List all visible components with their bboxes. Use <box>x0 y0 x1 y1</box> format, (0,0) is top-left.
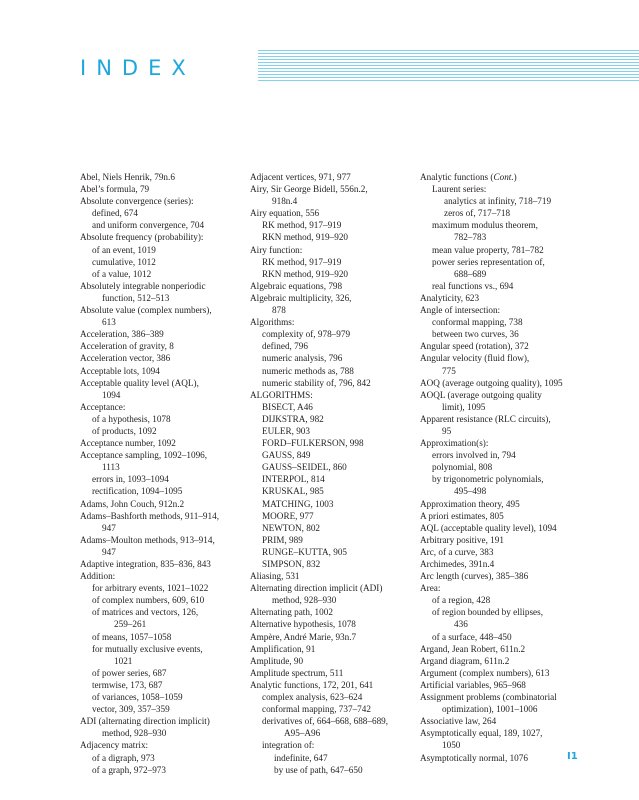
index-entry: Analytic functions (Cont.) <box>420 172 517 182</box>
index-entry: vector, 309, 357–359 <box>92 704 170 715</box>
index-entry: 495–498 <box>454 486 487 497</box>
index-entry: of products, 1092 <box>92 425 157 436</box>
index-entry: Airy equation, 556 <box>250 208 320 219</box>
index-entry: Arc length (curves), 385–386 <box>420 571 529 582</box>
index-entry: numeric analysis, 796 <box>262 353 343 364</box>
index-entry: 947 <box>102 522 116 533</box>
index-entry: Acceptance number, 1092 <box>80 438 176 449</box>
index-entry: Adaptive integration, 835–836, 843 <box>80 559 211 569</box>
index-entry: Apparent resistance (RLC circuits), <box>420 413 551 424</box>
index-entry: AQL (acceptable quality level), 1094 <box>420 522 557 533</box>
index-entry: Argand diagram, 611n.2 <box>420 655 510 666</box>
index-entry: of means, 1057–1058 <box>92 631 172 642</box>
index-entry: Approximation theory, 495 <box>420 498 520 509</box>
index-entry: derivatives of, 664–668, 688–689, <box>262 716 389 727</box>
index-entry: Approximation(s): <box>420 438 489 449</box>
index-entry: Abel’s formula, 79 <box>80 184 150 195</box>
index-entry: of an event, 1019 <box>92 244 156 255</box>
index-entry: RKN method, 919–920 <box>262 232 349 243</box>
index-entry: Addition: <box>80 571 116 582</box>
index-entry: RK method, 917–919 <box>262 256 342 267</box>
index-entry: numeric methods as, 788 <box>262 365 354 376</box>
index-entry: mean value property, 781–782 <box>432 244 544 255</box>
index-entry: of region bounded by ellipses, <box>432 607 543 618</box>
index-entry: termwise, 173, 687 <box>92 679 163 690</box>
index-entry: AOQ (average outgoing quality), 1095 <box>420 377 563 388</box>
index-entry: Amplification, 91 <box>250 643 316 654</box>
index-entry: numeric stability of, 796, 842 <box>262 377 371 388</box>
index-entry: Absolute value (complex numbers), <box>80 305 212 316</box>
index-entry: Acceleration, 386–389 <box>80 329 164 340</box>
index-entry: Acceptance sampling, 1092–1096, <box>80 450 208 461</box>
index-entry: KRUSKAL, 985 <box>262 486 324 497</box>
index-entry: ADI (alternating direction implicit) <box>80 716 210 727</box>
index-entry: cumulative, 1012 <box>92 256 156 267</box>
index-entry: integration of: <box>262 740 315 751</box>
index-entry: Absolute frequency (probability): <box>80 232 204 243</box>
index-entry: of a digraph, 973 <box>92 752 155 763</box>
index-entry: defined, 796 <box>262 341 308 352</box>
index-entry: 688–689 <box>454 268 487 279</box>
index-entry: Angular speed (rotation), 372 <box>420 341 529 352</box>
index-entry: GAUSS–SEIDEL, 860 <box>262 462 347 473</box>
index-entry: Angular velocity (fluid flow), <box>420 353 530 364</box>
index-entry: GAUSS, 849 <box>262 450 311 461</box>
index-entry: function, 512–513 <box>102 292 170 303</box>
index-entry: AOQL (average outgoing quality <box>420 389 542 400</box>
index-entry: Artificial variables, 965–968 <box>420 679 526 690</box>
index-entry: SIMPSON, 832 <box>262 559 321 569</box>
index-entry: method, 928–930 <box>102 728 167 739</box>
index-entry: of power series, 687 <box>92 667 167 678</box>
index-entry: of variances, 1058–1059 <box>92 692 183 703</box>
index-entry: maximum modulus theorem, <box>432 220 538 231</box>
index-entry: Acceleration of gravity, 8 <box>80 341 174 352</box>
index-entry: by use of path, 647–650 <box>274 764 363 775</box>
index-entry: NEWTON, 802 <box>262 522 321 533</box>
index-entry: Adams–Bashforth methods, 911–914, <box>80 510 219 521</box>
index-entry: 436 <box>454 619 468 630</box>
index-entry: and uniform convergence, 704 <box>92 220 205 231</box>
index-entry: RKN method, 919–920 <box>262 268 349 279</box>
index-entry: 918n.4 <box>272 196 298 207</box>
index-entry: Assignment problems (combinatorial <box>420 692 557 703</box>
header-rule-lines <box>258 50 639 83</box>
index-entry: of a hypothesis, 1078 <box>92 413 171 424</box>
index-entry: limit), 1095 <box>442 401 486 412</box>
index-entry: BISECT, A46 <box>262 401 313 412</box>
index-entry: Asymptotically normal, 1076 <box>420 752 528 763</box>
index-entry: Laurent series: <box>432 184 487 195</box>
index-entry: indefinite, 647 <box>274 752 328 763</box>
index-entry: A priori estimates, 805 <box>420 510 504 521</box>
index-entry: 1094 <box>102 389 121 400</box>
index-entry: zeros of, 717–718 <box>444 208 511 219</box>
index-entry: Adams–Moulton methods, 913–914, <box>80 534 215 545</box>
index-entry: of a value, 1012 <box>92 268 152 279</box>
index-entry: of a surface, 448–450 <box>432 631 512 642</box>
index-entry: Acceleration vector, 386 <box>80 353 171 364</box>
index-entry: of complex numbers, 609, 610 <box>92 595 205 606</box>
index-entry: DIJKSTRA, 982 <box>262 413 324 424</box>
index-entry: ALGORITHMS: <box>250 389 313 400</box>
index-entry: Analytic functions, 172, 201, 641 <box>250 679 374 690</box>
index-entry: complexity of, 978–979 <box>262 329 351 340</box>
index-column-2 <box>250 171 415 776</box>
index-entry: power series representation of, <box>432 256 545 267</box>
index-entry: errors involved in, 794 <box>432 450 516 461</box>
index-entry: INTERPOL, 814 <box>262 474 325 485</box>
index-entry: 782–783 <box>454 232 487 243</box>
index-entry: conformal mapping, 737–742 <box>262 704 371 715</box>
index-entry: Area: <box>420 583 441 594</box>
index-entry: Adjacency matrix: <box>80 740 149 751</box>
index-entry: Aliasing, 531 <box>250 571 300 582</box>
index-entry: A95–A96 <box>284 728 321 739</box>
index-entry: optimization), 1001–1006 <box>442 704 538 715</box>
index-entry: for mutually exclusive events, <box>92 643 203 654</box>
index-entry: Acceptable quality level (AQL), <box>80 377 199 388</box>
index-entry: Absolutely integrable nonperiodic <box>80 280 206 291</box>
index-entry: RK method, 917–919 <box>262 220 342 231</box>
index-entry: RUNGE–KUTTA, 905 <box>262 546 348 557</box>
index-entry: Arc, of a curve, 383 <box>420 546 494 557</box>
index-entry: MOORE, 977 <box>262 510 314 521</box>
index-entry: between two curves, 36 <box>432 329 519 340</box>
page-title: INDEX <box>80 56 196 80</box>
index-entry: EULER, 903 <box>262 425 310 436</box>
index-entry: Algorithms: <box>250 317 295 328</box>
index-entry: real functions vs., 694 <box>432 280 514 291</box>
index-entry: Archimedes, 391n.4 <box>420 559 495 569</box>
index-entry: 1050 <box>442 740 461 751</box>
index-entry: conformal mapping, 738 <box>432 317 523 328</box>
index-entry: of a graph, 972–973 <box>92 764 166 775</box>
index-entry: Algebraic equations, 798 <box>250 280 343 291</box>
index-entry: Acceptable lots, 1094 <box>80 365 160 376</box>
index-entry: Asymptotically equal, 189, 1027, <box>420 728 543 739</box>
index-entry: Alternating direction implicit (ADI) <box>250 583 383 594</box>
index-entry: 878 <box>272 305 286 316</box>
index-entry: method, 928–930 <box>272 595 337 606</box>
index-entry: of matrices and vectors, 126, <box>92 607 199 618</box>
index-entry: errors in, 1093–1094 <box>92 474 169 485</box>
index-entry: Associative law, 264 <box>420 716 497 727</box>
index-column-3 <box>420 171 590 764</box>
index-entry: Analyticity, 623 <box>420 292 480 303</box>
index-entry: Algebraic multiplicity, 326, <box>250 292 352 303</box>
index-entry: FORD–FULKERSON, 998 <box>262 438 364 449</box>
index-entry: defined, 674 <box>92 208 138 219</box>
index-entry: for arbitrary events, 1021–1022 <box>92 583 209 594</box>
index-entry: PRIM, 989 <box>262 534 303 545</box>
index-entry: 613 <box>102 317 116 328</box>
index-entry: rectification, 1094–1095 <box>92 486 183 497</box>
index-entry: Ampère, André Marie, 93n.7 <box>250 631 357 642</box>
index-entry: by trigonometric polynomials, <box>432 474 544 485</box>
index-entry: 95 <box>442 425 452 436</box>
index-column-1 <box>80 171 245 776</box>
index-entry: Alternative hypothesis, 1078 <box>250 619 356 630</box>
index-entry: complex analysis, 623–624 <box>262 692 363 703</box>
index-entry: MATCHING, 1003 <box>262 498 334 509</box>
index-entry: 1021 <box>114 655 133 666</box>
index-entry: Adams, John Couch, 912n.2 <box>80 498 185 509</box>
index-entry: Amplitude spectrum, 511 <box>250 667 344 678</box>
index-entry: Airy, Sir George Bidell, 556n.2, <box>250 184 368 195</box>
index-entry: Argument (complex numbers), 613 <box>420 667 550 678</box>
index-entry: 1113 <box>102 462 120 473</box>
index-entry: Argand, Jean Robert, 611n.2 <box>420 643 526 654</box>
index-entry: Angle of intersection: <box>420 305 501 316</box>
index-entry: polynomial, 808 <box>432 462 493 473</box>
index-entry: Airy function: <box>250 244 303 255</box>
index-entry: analytics at infinity, 718–719 <box>444 196 552 207</box>
index-entry: 947 <box>102 546 116 557</box>
page-number: I1 <box>567 751 578 762</box>
index-entry: Amplitude, 90 <box>250 655 304 666</box>
index-entry: Adjacent vertices, 971, 977 <box>250 172 351 182</box>
index-entry: of a region, 428 <box>432 595 491 606</box>
index-entry: 775 <box>442 365 456 376</box>
index-entry: 259–261 <box>114 619 147 630</box>
index-entry: Absolute convergence (series): <box>80 196 194 207</box>
index-entry: Arbitrary positive, 191 <box>420 534 504 545</box>
index-entry: Abel, Niels Henrik, 79n.6 <box>80 172 175 182</box>
index-entry: Alternating path, 1002 <box>250 607 333 618</box>
index-entry: Acceptance: <box>80 401 126 412</box>
